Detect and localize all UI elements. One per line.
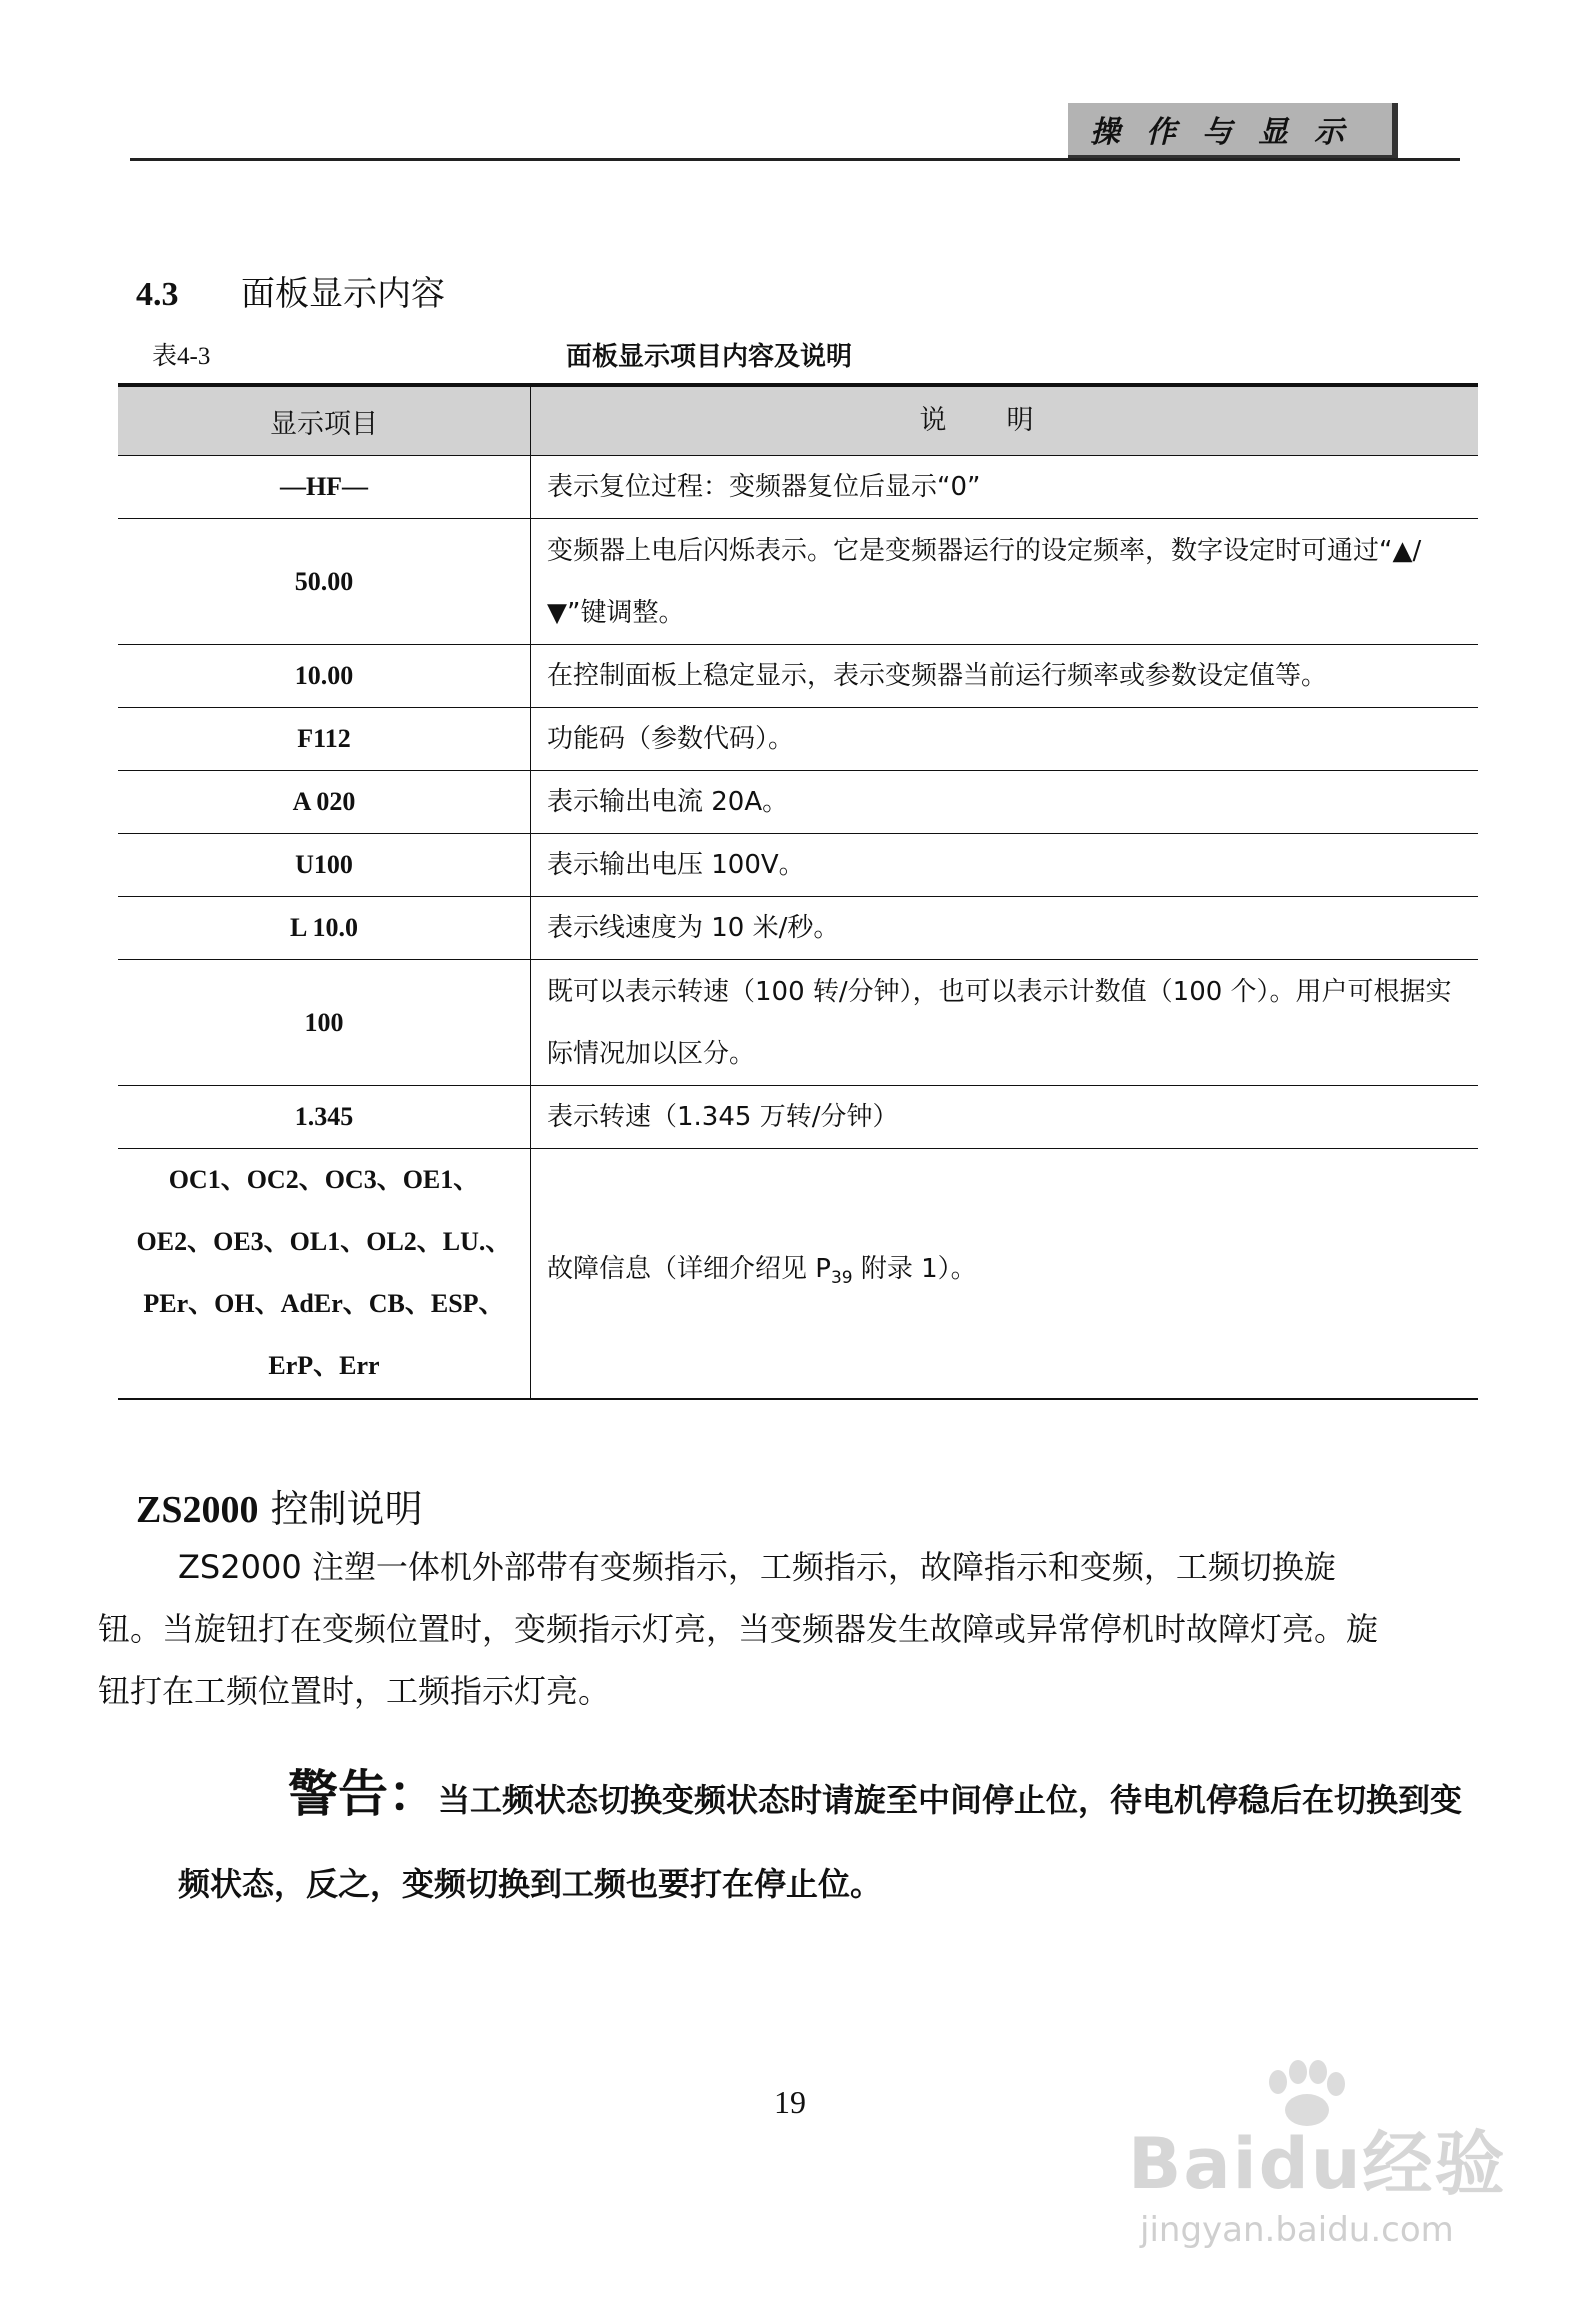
table-row xyxy=(118,519,1478,645)
zs2000-heading xyxy=(136,1478,423,1533)
table-row xyxy=(118,960,1478,1086)
fault-desc-text: 故障信息（详细介绍见 P xyxy=(547,1253,831,1284)
fault-description xyxy=(531,1149,1479,1399)
header-rule xyxy=(130,158,1460,161)
item-description: 表示输出电压 100V。 xyxy=(531,834,1479,897)
item-description: 表示转速（1.345 万转/分钟） xyxy=(531,1086,1479,1149)
table-row xyxy=(118,897,1478,960)
table-row xyxy=(118,1086,1478,1149)
fault-desc-text-end: 附录 1）。 xyxy=(852,1253,977,1284)
display-item: A 020 xyxy=(118,771,531,834)
table-header-row xyxy=(118,385,1478,456)
warning-block xyxy=(178,1752,1468,1926)
table-row xyxy=(118,708,1478,771)
table-row xyxy=(118,834,1478,897)
item-description: 既可以表示转速（100 转/分钟），也可以表示计数值（100 个）。用户可根据实际情况加以区分。 xyxy=(531,960,1479,1086)
table-row xyxy=(118,771,1478,834)
display-item: U100 xyxy=(118,834,531,897)
display-item: 100 xyxy=(118,960,531,1086)
section-title-text: 面板显示内容 xyxy=(241,274,445,314)
zs2000-paragraph: ZS2000 注塑一体机外部带有变频指示，工频指示，故障指示和变频，工频切换旋钮。当旋钮打在变频位置时，变频指示灯亮，当变频器发生故障或异常停机时故障灯亮。旋钮打在工频位置时，工频指示灯亮。 xyxy=(98,1548,1379,1710)
zs2000-heading-code: ZS2000 xyxy=(136,1489,259,1531)
fault-codes-line: PEr、OH、AdEr、CB、ESP、 xyxy=(143,1289,505,1319)
header-section-tab: 操作与显示 xyxy=(1068,103,1398,159)
section-heading xyxy=(136,266,445,315)
table-row xyxy=(118,456,1478,519)
display-item: 10.00 xyxy=(118,645,531,708)
fault-codes-line: ErP、Err xyxy=(268,1351,380,1381)
item-description: 表示线速度为 10 米/秒。 xyxy=(531,897,1479,960)
zs2000-heading-text: 控制说明 xyxy=(258,1487,423,1531)
table-label: 表4-3 xyxy=(152,343,211,370)
fault-codes-line: OE2、OE3、OL1、OL2、LU.、 xyxy=(136,1227,512,1257)
display-item: F112 xyxy=(118,708,531,771)
table-caption: 面板显示项目内容及说明 xyxy=(566,342,853,372)
watermark-logo: Baidu经验 xyxy=(1128,2123,1507,2205)
fault-codes-cell xyxy=(118,1149,531,1399)
display-item: 1.345 xyxy=(118,1086,531,1149)
warning-label: 警告： xyxy=(288,1765,438,1823)
item-description: 变频器上电后闪烁表示。它是变频器运行的设定频率，数字设定时可通过“▲/▼”键调整。 xyxy=(531,519,1479,645)
display-items-table xyxy=(118,383,1478,1400)
item-description: 表示输出电流 20A。 xyxy=(531,771,1479,834)
section-number: 4.3 xyxy=(136,276,179,313)
item-description: 在控制面板上稳定显示，表示变频器当前运行频率或参数设定值等。 xyxy=(531,645,1479,708)
fault-codes-line: OC1、OC2、OC3、OE1、 xyxy=(168,1165,480,1195)
fault-desc-page-subscript: 39 xyxy=(830,1267,853,1288)
page-number: 19 xyxy=(774,2084,806,2120)
display-item: L 10.0 xyxy=(118,897,531,960)
item-description: 功能码（参数代码）。 xyxy=(531,708,1479,771)
table-row-fault-codes xyxy=(118,1149,1478,1399)
warning-text: 当工频状态切换变频状态时请旋至中间停止位，待电机停稳后在切换到变频状态，反之，变频切换到工频也要打在停止位。 xyxy=(178,1781,1463,1903)
watermark-url: jingyan.baidu.com xyxy=(1140,2210,1454,2250)
column-header-item: 显示项目 xyxy=(118,385,531,456)
table-row xyxy=(118,645,1478,708)
item-description: 表示复位过程：变频器复位后显示“0” xyxy=(531,456,1479,519)
display-item: 50.00 xyxy=(118,519,531,645)
display-item: —HF— xyxy=(118,456,531,519)
column-header-desc: 说明 xyxy=(531,385,1479,456)
